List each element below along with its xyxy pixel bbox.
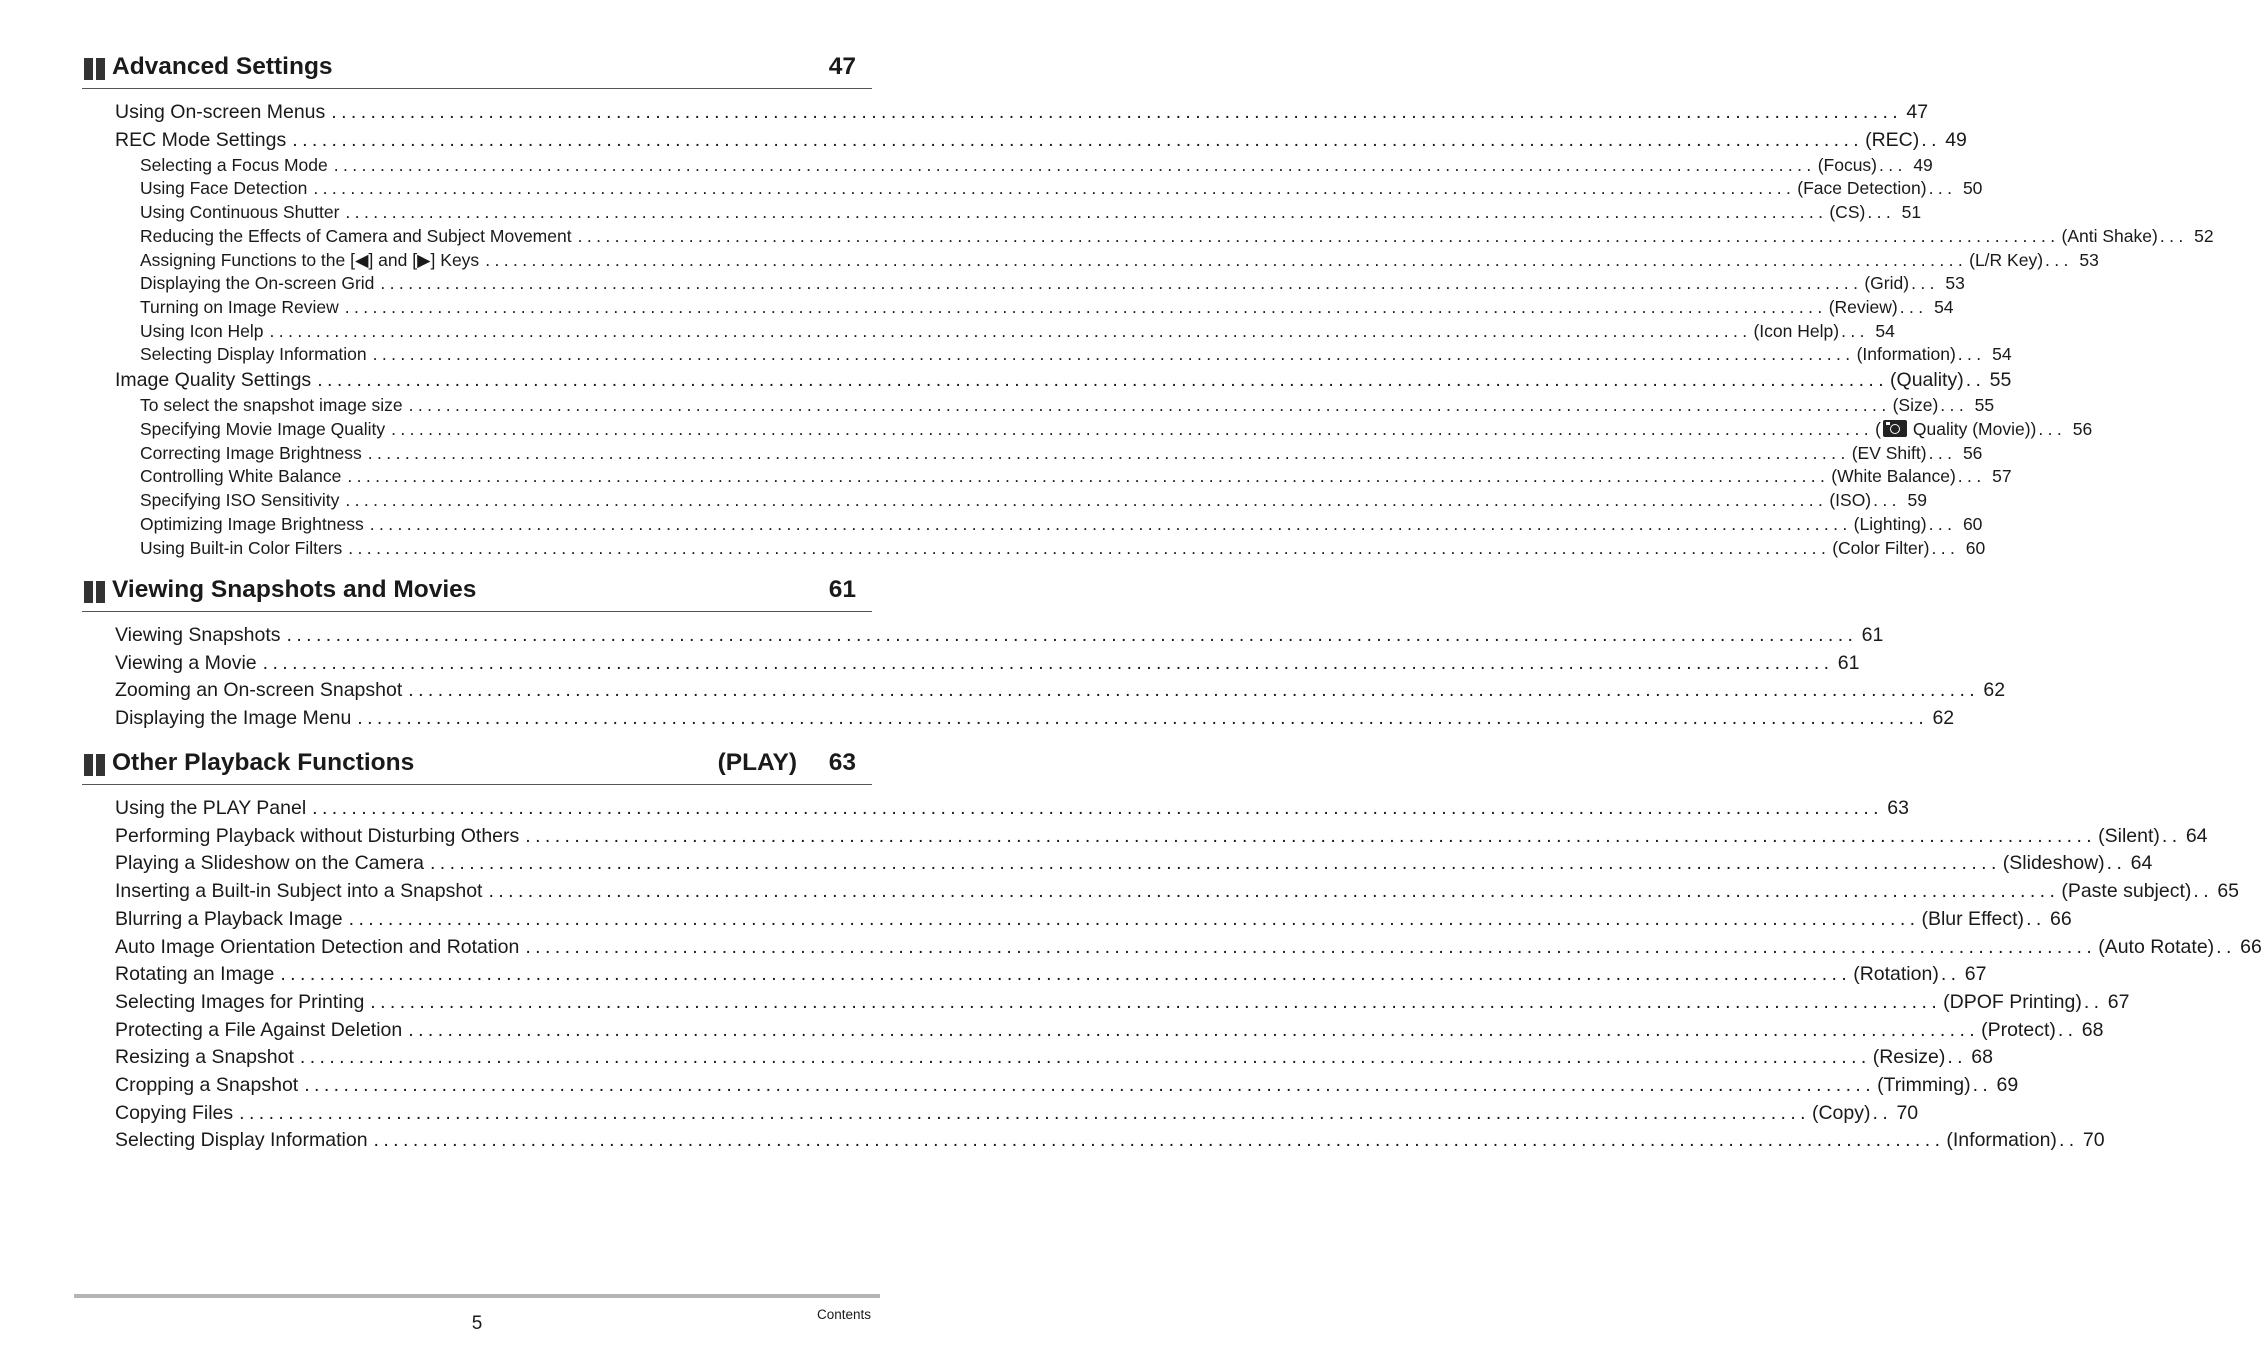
toc-entry-page: 57 <box>1992 466 2012 487</box>
dot-leader: ................................................................................................................................................................ <box>345 490 1828 511</box>
toc-entry-page: 56 <box>2072 419 2093 439</box>
toc-entry-page: 52 <box>2194 225 2214 246</box>
toc-entry-label: Selecting Display Information <box>140 344 367 365</box>
toc-section <box>82 571 2006 730</box>
dot-leader-tail: .. <box>2216 935 2236 958</box>
toc-entry-label: Specifying ISO Sensitivity <box>140 490 340 511</box>
toc-entry-page: 56 <box>1962 442 1983 463</box>
dot-leader-tail: .. <box>2161 824 2182 847</box>
dot-leader: ................................................................................................................................................................ <box>344 296 1827 317</box>
toc-entry[interactable] <box>128 513 1983 537</box>
toc-entry-label: Using On-screen Menus <box>115 101 326 123</box>
toc-entry-label: Using Icon Help <box>140 320 264 341</box>
toc-entry-mode: (L/R Key) <box>1969 249 2044 270</box>
dot-leader-tail: ... <box>1899 296 1928 317</box>
toc-entry-label: Zooming an On-screen Snapshot <box>115 679 403 702</box>
toc-entry-mode <box>1873 419 2036 440</box>
toc-entry-page: 66 <box>2050 907 2072 930</box>
toc-entry-page: 65 <box>2217 880 2240 903</box>
toc-entry-label: Viewing Snapshots <box>115 624 281 646</box>
toc-entry-page: 53 <box>1945 273 1965 294</box>
dot-leader: ................................................................................................................................................................ <box>357 707 1929 730</box>
dot-leader-tail: ... <box>1911 273 1939 294</box>
toc-entry-label: Viewing a Movie <box>115 651 257 674</box>
dot-leader: ................................................................................................................................................................ <box>408 395 1891 416</box>
dot-leader: ................................................................................................................................................................ <box>269 320 1752 341</box>
dot-leader-tail: .. <box>2058 1129 2079 1152</box>
section-header[interactable] <box>82 48 872 89</box>
section-page: 47 <box>828 53 856 80</box>
section-page: 63 <box>828 749 856 776</box>
toc-entry-page: 62 <box>1932 707 1955 730</box>
dot-leader-tail: ... <box>1928 513 1957 534</box>
footer-rule <box>74 1294 880 1298</box>
toc-entry-page: 67 <box>1964 963 1987 986</box>
dot-leader: ................................................................................................................................................................ <box>525 935 2097 958</box>
toc-entry-page: 55 <box>1974 395 1995 416</box>
toc-entry[interactable] <box>115 797 1909 823</box>
toc-entry-mode: (Trimming) <box>1877 1074 1971 1096</box>
dot-leader-tail: .. <box>2057 1018 2078 1041</box>
toc-entry[interactable] <box>115 824 2208 851</box>
toc-entry-page: 68 <box>2081 1018 2104 1041</box>
toc-entry[interactable] <box>115 880 2240 906</box>
toc-entry-label: Protecting a File Against Deletion <box>115 1018 403 1041</box>
dot-leader: ................................................................................................................................................................ <box>348 537 1831 558</box>
toc-entry[interactable] <box>128 419 2093 442</box>
toc-entry-mode: (Paste subject) <box>2061 880 2192 903</box>
dot-leader-tail: ... <box>1940 395 1969 416</box>
toc-entry[interactable] <box>128 344 2012 367</box>
toc-entry-mode: (White Balance) <box>1831 466 1956 487</box>
toc-entry[interactable] <box>115 101 1929 127</box>
section-header[interactable] <box>82 571 872 612</box>
dot-leader-tail: ... <box>1873 490 1901 511</box>
toc-section <box>82 48 2214 558</box>
dot-leader: ................................................................................................................................................................ <box>262 651 1834 674</box>
toc-entry[interactable] <box>115 128 1967 155</box>
toc-entry[interactable] <box>128 466 2012 489</box>
toc-entry-label: REC Mode Settings <box>115 128 287 151</box>
dot-leader: ................................................................................................................................................................ <box>331 101 1903 123</box>
toc-entry[interactable] <box>115 1101 1919 1128</box>
dot-leader: ................................................................................................................................................................ <box>373 1129 1945 1152</box>
toc-entry[interactable] <box>115 935 2262 962</box>
dot-leader: ................................................................................................................................................................ <box>304 1074 1876 1096</box>
dot-leader-tail: ... <box>2045 249 2073 270</box>
toc-entry-mode: (DPOF Printing) <box>1943 990 2082 1013</box>
toc-entry[interactable] <box>115 907 2072 934</box>
toc-entry-page: 60 <box>1962 513 1983 534</box>
dot-leader: ................................................................................................................................................................ <box>369 513 1852 534</box>
toc-entry-label: Correcting Image Brightness <box>140 442 362 463</box>
section-mode: (PLAY) <box>717 749 797 776</box>
toc-entry-mode: (Anti Shake) <box>2061 225 2158 246</box>
toc-entry[interactable] <box>128 490 1927 513</box>
dot-leader: ................................................................................................................................................................ <box>317 369 1889 392</box>
open-paren: ( <box>1875 419 1881 439</box>
toc-entry[interactable] <box>128 154 1933 178</box>
toc-entry-mode: (Information) <box>1946 1129 2057 1152</box>
toc-entry-mode: (Resize) <box>1872 1046 1946 1069</box>
toc-entry-label: Displaying the On-screen Grid <box>140 273 375 294</box>
toc-entry-label: Copying Files <box>115 1101 234 1124</box>
toc-entry[interactable] <box>128 537 1986 561</box>
toc-entry[interactable] <box>115 651 1860 678</box>
dot-leader-tail: .. <box>2083 990 2104 1013</box>
toc-entry-page: 54 <box>1934 296 1954 317</box>
toc-entry-page: 62 <box>1983 679 2006 702</box>
toc-entry-label: Cropping a Snapshot <box>115 1074 299 1096</box>
toc-entry[interactable] <box>128 442 1983 466</box>
toc-entry-mode: (Review) <box>1828 296 1898 317</box>
toc-entry-mode: (REC) <box>1865 128 1920 151</box>
toc-entry-page: 61 <box>1861 624 1884 646</box>
dot-leader-tail: ... <box>1928 178 1957 199</box>
toc-entry-page: 67 <box>2107 990 2130 1013</box>
dot-leader: ................................................................................................................................................................ <box>280 963 1852 986</box>
toc-entry-page: 64 <box>2185 824 2208 847</box>
toc-entry-page: 49 <box>1945 128 1967 151</box>
dot-leader: ................................................................................................................................................................ <box>408 1018 1980 1041</box>
toc-entry-mode: (Blur Effect) <box>1921 907 2025 930</box>
toc-entry-label: Using Continuous Shutter <box>140 202 340 223</box>
toc-entry[interactable] <box>115 852 2153 878</box>
toc-entry-page: 54 <box>1875 320 1895 341</box>
toc-entry-page: 55 <box>1989 369 2012 392</box>
dot-leader-tail: .. <box>1947 1046 1967 1069</box>
dot-leader-tail: .. <box>1872 1101 1893 1124</box>
toc-entry-page: 54 <box>1992 344 2012 365</box>
toc-entry-label: Rotating an Image <box>115 963 275 986</box>
toc-entry-mode: (Focus) <box>1817 154 1877 175</box>
dot-leader: ................................................................................................................................................................ <box>391 419 1874 439</box>
toc-entry-label: Using Face Detection <box>140 178 308 199</box>
toc-entry-label: Inserting a Built-in Subject into a Snapshot <box>115 880 483 903</box>
toc-entry-page: 69 <box>1996 1074 2019 1096</box>
toc-entry-page: 50 <box>1962 178 1983 199</box>
toc-entry-label: Selecting Display Information <box>115 1129 368 1152</box>
footer-section-label: Contents <box>816 1307 871 1322</box>
toc-entry[interactable] <box>115 624 1884 650</box>
toc-section <box>82 744 2262 1152</box>
toc-entry-label: Specifying Movie Image Quality <box>140 419 386 439</box>
toc-entry-mode: (Size) <box>1892 395 1939 416</box>
dot-leader-tail: .. <box>1965 369 1986 392</box>
toc-entry-page: 51 <box>1901 202 1922 223</box>
toc-entry[interactable] <box>128 202 1922 225</box>
toc-entry-page: 53 <box>2079 249 2099 270</box>
toc-entry-mode: (Information) <box>1856 344 1956 365</box>
dot-leader-tail: .. <box>1940 963 1961 986</box>
toc-entry-label: Controlling White Balance <box>140 466 342 487</box>
toc-entry-mode: (Grid) <box>1864 273 1910 294</box>
toc-entry-mode: (Quality) <box>1890 369 1964 392</box>
section-header[interactable] <box>82 744 872 785</box>
toc-entry-label: Selecting Images for Printing <box>115 990 365 1013</box>
toc-entry-label: Blurring a Playback Image <box>115 907 343 930</box>
toc-entry-label: Using the PLAY Panel <box>115 797 307 819</box>
toc-entry-label: Selecting a Focus Mode <box>140 154 328 175</box>
dot-leader-tail: .. <box>2026 907 2046 930</box>
dot-leader-tail: .. <box>2106 852 2127 875</box>
section-marker-icon <box>84 581 106 603</box>
toc-entry-page: 63 <box>1887 797 1909 819</box>
dot-leader: ................................................................................................................................................................ <box>313 178 1796 199</box>
toc-entry-page: 64 <box>2130 852 2153 875</box>
dot-leader-tail: .. <box>2193 880 2214 903</box>
dot-leader-tail: ... <box>1879 154 1907 175</box>
section-title: Advanced Settings <box>112 53 333 80</box>
toc-entry-mode: (Icon Help) <box>1753 320 1840 341</box>
footer-page-number: 5 <box>471 1313 483 1334</box>
toc-entry-page: 70 <box>1896 1101 1919 1124</box>
section-marker-icon <box>84 754 106 776</box>
toc-entry[interactable] <box>115 1074 2019 1100</box>
toc-entry-mode: (Color Filter) <box>1832 537 1930 558</box>
toc-entry-page: 66 <box>2240 935 2262 958</box>
dot-leader: ................................................................................................................................................................ <box>347 466 1830 487</box>
toc-entry[interactable] <box>128 296 1954 320</box>
dot-leader: ................................................................................................................................................................ <box>348 907 1920 930</box>
dot-leader: ................................................................................................................................................................ <box>292 128 1864 151</box>
toc-entry-mode: (EV Shift) <box>1851 442 1927 463</box>
toc-entry-label: Reducing the Effects of Camera and Subject Movement <box>140 225 572 246</box>
toc-entry-label: Image Quality Settings <box>115 369 312 392</box>
toc-entry[interactable] <box>115 707 1955 733</box>
dot-leader: ................................................................................................................................................................ <box>299 1046 1871 1069</box>
toc-entry-mode: (ISO) <box>1829 490 1872 511</box>
toc-entry[interactable] <box>128 249 2099 273</box>
dot-leader-tail: ... <box>1867 202 1896 223</box>
dot-leader-tail: ... <box>1928 442 1957 463</box>
movie-camera-icon <box>1883 420 1907 437</box>
toc-entry-mode: (Protect) <box>1981 1018 2056 1041</box>
toc-entry-label: Turning on Image Review <box>140 296 339 317</box>
dot-leader: ................................................................................................................................................................ <box>312 797 1883 819</box>
dot-leader-tail: ... <box>1957 466 1986 487</box>
dot-leader-tail: ... <box>2038 419 2067 439</box>
toc-entry[interactable] <box>115 990 2130 1017</box>
toc-entry[interactable] <box>128 395 1995 418</box>
toc-entry-page: 47 <box>1906 101 1929 123</box>
section-title: Other Playback Functions <box>112 749 415 776</box>
dot-leader-tail: ... <box>2159 225 2188 246</box>
toc-entry[interactable] <box>115 1129 2105 1155</box>
dot-leader-tail: ... <box>1957 344 1986 365</box>
toc-entry-mode: (Rotation) <box>1853 963 1939 986</box>
toc-entry-label: Auto Image Orientation Detection and Rotation <box>115 935 520 958</box>
toc-entry-label: Displaying the Image Menu <box>115 707 352 730</box>
dot-leader: ................................................................................................................................................................ <box>367 442 1850 463</box>
toc-entry-mode: (Copy) <box>1811 1101 1871 1124</box>
toc-entry-label: Assigning Functions to the [◀] and [▶] Keys <box>140 249 480 270</box>
dot-leader: ................................................................................................................................................................ <box>239 1101 1810 1124</box>
dot-leader: ................................................................................................................................................................ <box>429 852 2001 875</box>
dot-leader: ................................................................................................................................................................ <box>485 249 1968 270</box>
toc-entry[interactable] <box>115 679 2006 705</box>
toc-entry-page: 61 <box>1837 651 1860 674</box>
dot-leader-tail: ... <box>1931 537 1960 558</box>
dot-leader: ................................................................................................................................................................ <box>372 344 1855 365</box>
section-title: Viewing Snapshots and Movies <box>112 576 477 603</box>
toc-entry-page: 59 <box>1907 490 1927 511</box>
toc-entry-label: Optimizing Image Brightness <box>140 513 364 534</box>
dot-leader: ................................................................................................................................................................ <box>286 624 1858 646</box>
toc-entry-mode: (Face Detection) <box>1797 178 1927 199</box>
toc-entry-mode: (Slideshow) <box>2002 852 2105 875</box>
toc-entry[interactable] <box>128 320 1895 344</box>
toc-entry-label: Resizing a Snapshot <box>115 1046 294 1069</box>
dot-leader: ................................................................................................................................................................ <box>577 225 2060 246</box>
toc-entry-label: To select the snapshot image size <box>140 395 403 416</box>
toc-entry[interactable] <box>115 963 1987 989</box>
toc-entry[interactable] <box>115 1046 1993 1072</box>
toc-entry-page: 70 <box>2082 1129 2105 1152</box>
dot-leader: ................................................................................................................................................................ <box>333 154 1816 175</box>
toc-entry-page: 60 <box>1965 537 1986 558</box>
toc-entry-mode: (CS) <box>1829 202 1866 223</box>
dot-leader: ................................................................................................................................................................ <box>370 990 1942 1013</box>
section-marker-icon <box>84 58 106 80</box>
dot-leader-tail: .. <box>1972 1074 1993 1096</box>
toc-entry-label: Playing a Slideshow on the Camera <box>115 852 424 875</box>
toc-entry-mode: (Auto Rotate) <box>2098 935 2215 958</box>
toc-entry[interactable] <box>128 273 1965 296</box>
dot-leader: ................................................................................................................................................................ <box>488 880 2060 903</box>
toc-entry-label: Performing Playback without Disturbing Others <box>115 824 520 847</box>
toc-entry-page: 68 <box>1971 1046 1993 1069</box>
dot-leader-tail: ... <box>1841 320 1869 341</box>
toc-entry-mode: (Silent) <box>2098 824 2160 847</box>
toc-entry-mode: (Lighting) <box>1853 513 1927 534</box>
dot-leader: ................................................................................................................................................................ <box>408 679 1980 702</box>
section-page: 61 <box>828 576 856 603</box>
mode-text: Quality (Movie)) <box>1912 419 2037 439</box>
toc-entry[interactable] <box>115 369 2012 395</box>
dot-leader: ................................................................................................................................................................ <box>345 202 1828 223</box>
dot-leader: ................................................................................................................................................................ <box>380 273 1863 294</box>
dot-leader: ................................................................................................................................................................ <box>525 824 2097 847</box>
toc-entry-label: Using Built-in Color Filters <box>140 537 343 558</box>
toc-entry-page: 49 <box>1913 154 1933 175</box>
dot-leader-tail: .. <box>1921 128 1941 151</box>
toc-entry[interactable] <box>128 225 2214 249</box>
toc-entry[interactable] <box>128 178 1983 201</box>
toc-entry[interactable] <box>115 1018 2104 1045</box>
